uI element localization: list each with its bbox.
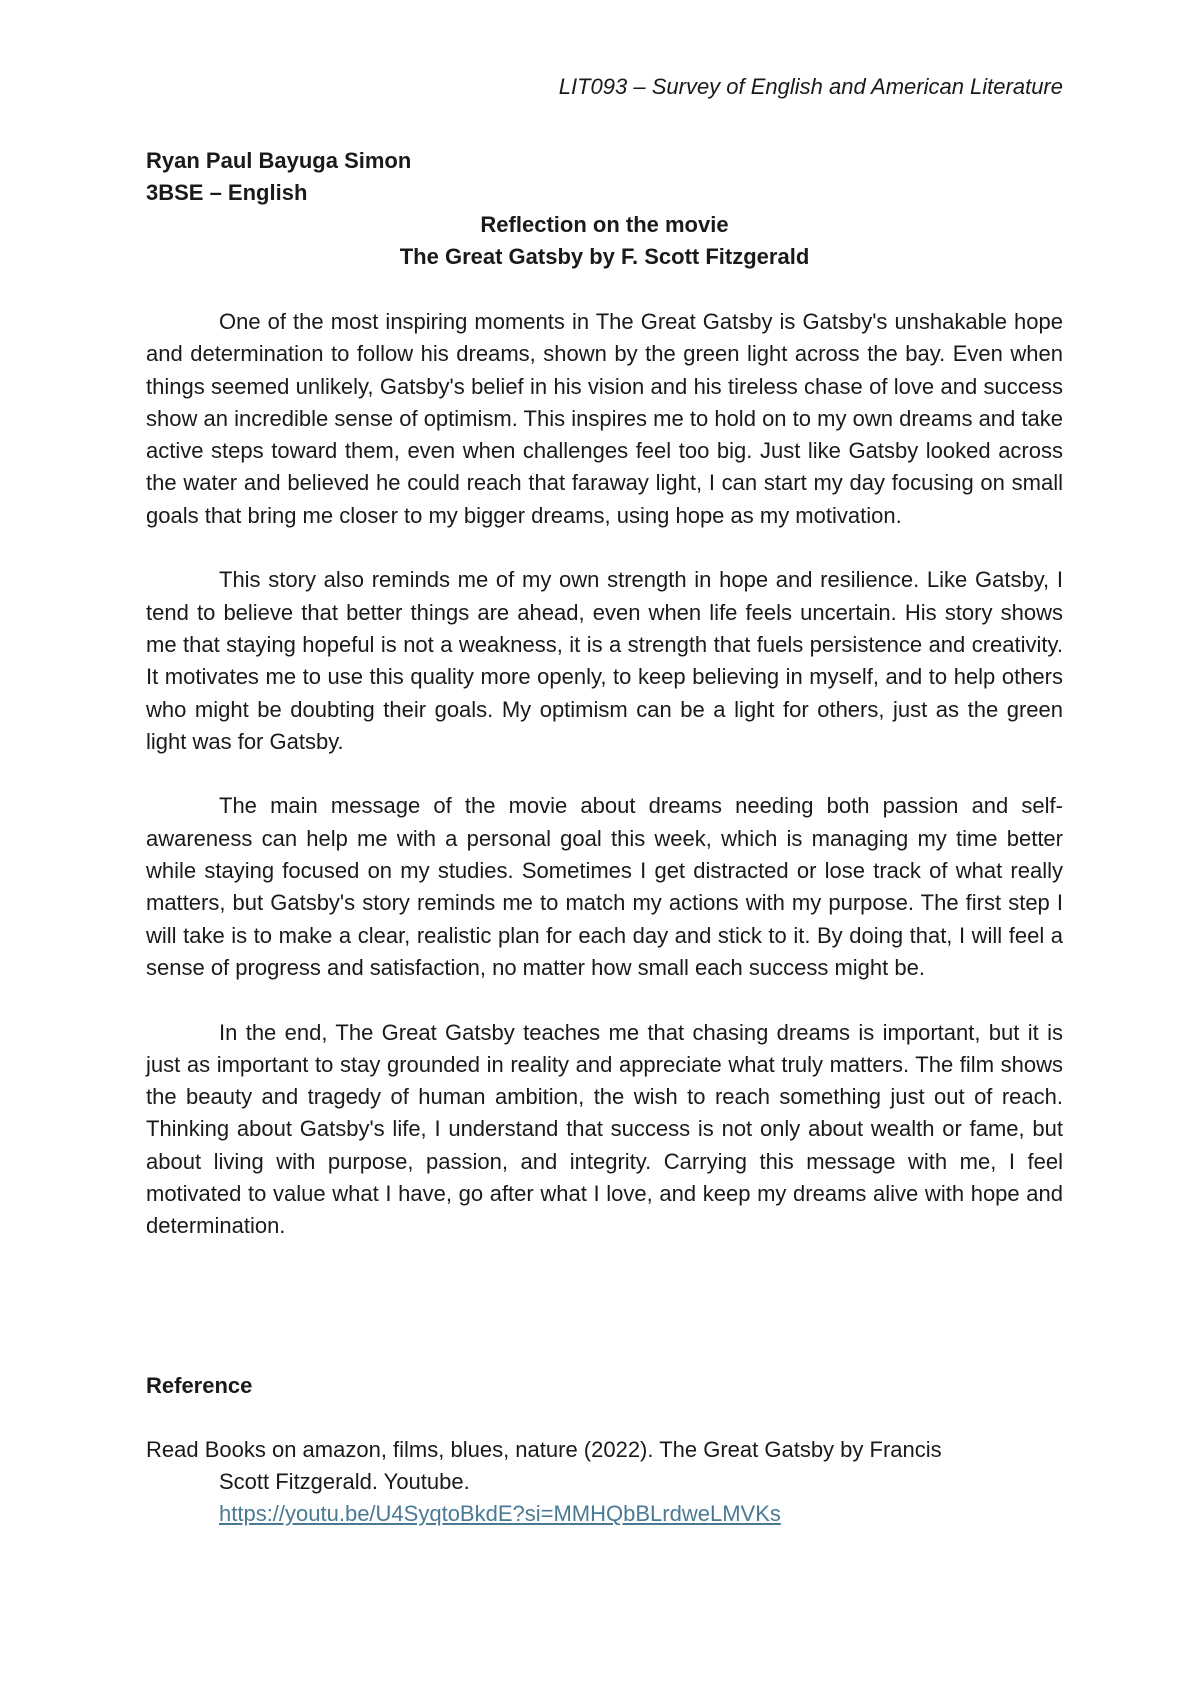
reference-link[interactable]: https://youtu.be/U4SyqtoBkdE?si=MMHQbBLrdweLMVKs — [219, 1501, 781, 1526]
reference-link-line — [146, 1498, 1063, 1530]
reference-heading: Reference — [146, 1373, 253, 1398]
paragraph-2: This story also reminds me of my own strength in hope and resilience. Like Gatsby, I tend to believe that better things are ahead, even when life feels uncertain. His story shows me that staying hopeful is not a weakness, it is a strength that fuels persistence and creativity. It motivates me to use this quality more openly, to keep believing in myself, and to help others who might be doubting their goals. My optimism can be a light for others, just as the green light was for Gatsby. — [146, 567, 1063, 754]
paragraph-3: The main message of the movie about dreams needing both passion and self-awareness can help me with a personal goal this week, which is managing my time better while staying focused on my studies. Sometimes I get distracted or lose track of what really matters, but Gatsby's story reminds me to match my actions with my purpose. The first step I will take is to make a clear, realistic plan for each day and stick to it. By doing that, I will feel a sense of progress and satisfaction, no matter how small each success might be. — [146, 793, 1063, 980]
title-line-1: Reflection on the movie — [480, 212, 729, 237]
title-line-2: The Great Gatsby by F. Scott Fitzgerald — [399, 244, 810, 269]
student-info — [146, 145, 411, 209]
reference-entry — [146, 1434, 1063, 1530]
reference-line-2: Scott Fitzgerald. Youtube. — [219, 1469, 470, 1494]
reflection-body — [146, 306, 1063, 1275]
paragraph-4: In the end, The Great Gatsby teaches me that chasing dreams is important, but it is just as important to stay grounded in reality and appreciate what truly matters. The film shows the beauty and tragedy of human ambition, the wish to reach something just out of reach. Thinking about Gatsby's life, I understand that success is not only about wealth or fame, but about living with purpose, passion, and integrity. Carrying this message with me, I feel motivated to value what I have, go after what I love, and keep my dreams alive with hope and determination. — [146, 1019, 1063, 1239]
document-title — [146, 209, 1063, 273]
reference-line-1: Read Books on amazon, films, blues, nature (2022). The Great Gatsby by Francis — [146, 1437, 942, 1462]
paragraph-1: One of the most inspiring moments in The Great Gatsby is Gatsby's unshakable hope and determination to follow his dreams, shown by the green light across the bay. Even when things seemed unlikely, Gatsby's belief in his vision and his tireless chase of love and success show an incredible sense of optimism. This inspires me to hold on to my own dreams and take active steps toward them, even when challenges feel too big. Just like Gatsby looked across the water and believed he could reach that faraway light, I can start my day focusing on small goals that bring me closer to my bigger dreams, using hope as my motivation. — [146, 309, 1063, 528]
course-header: LIT093 – Survey of English and American Literature — [558, 74, 1063, 99]
student-name: Ryan Paul Bayuga Simon — [146, 148, 412, 173]
student-section: 3BSE – English — [146, 180, 308, 205]
document-page — [146, 0, 1063, 1696]
